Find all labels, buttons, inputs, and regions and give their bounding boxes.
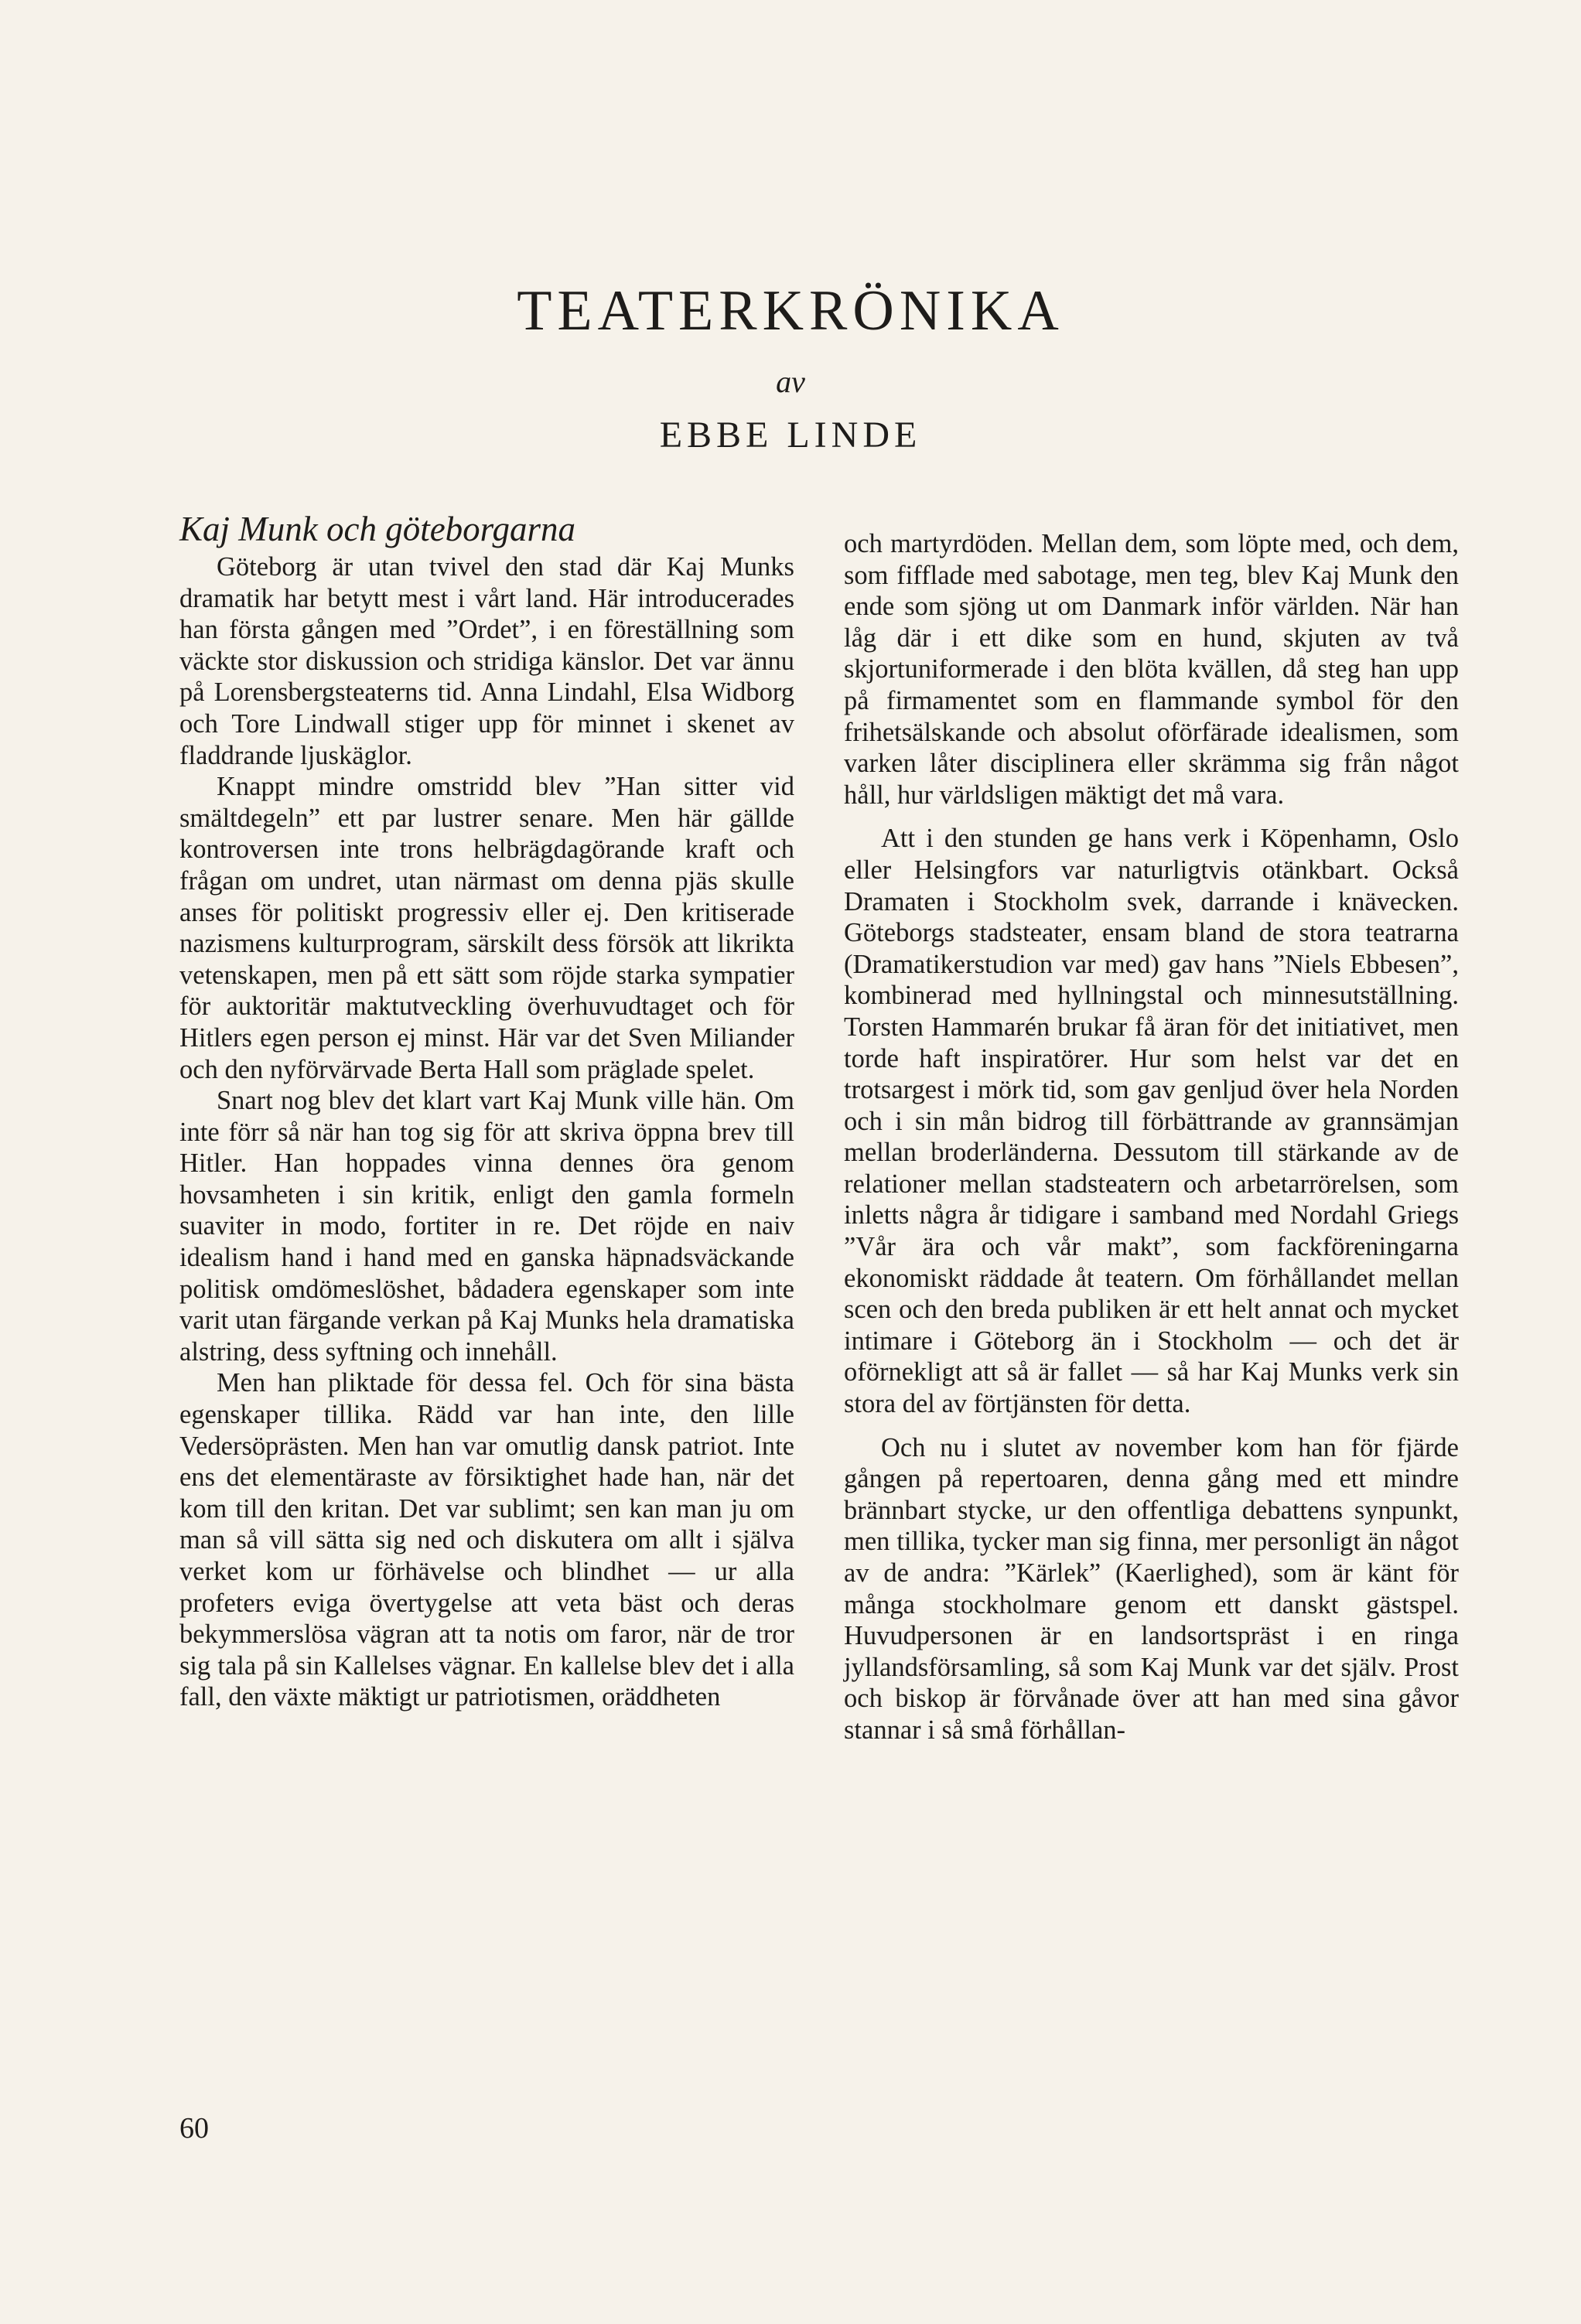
page-number: 60 bbox=[179, 2112, 209, 2145]
section-heading: Kaj Munk och göteborgarna bbox=[179, 510, 576, 548]
byline-prefix: av bbox=[776, 364, 805, 399]
paragraph: Att i den stunden ge hans verk i Köpenhamn, Oslo eller Helsingfors var naturligtvis otänkbart. Också Dramaten i Stockholm svek, darrande i knävecken. Göteborgs stadsteater, ensam bland de stora teatrarna (Dramatikerstudion var med) gav hans ”Niels Ebbesen”, kombinerad med hyllningstal och minnesutställning. Torsten Hammarén brukar få äran för det initiativet, men torde haft inspiratörer. Hur som helst var det en trotsargest i mörk tid, som gav genljud över hela Norden och i sin mån bidrog till förbättrande av grannsämjan mellan broderländerna. Dessutom till stärkande av de relationer mellan stadsteatern och arbetarrörelsen, som inletts några år tidigare i samband med Nordahl Griegs ”Vår ära och vår makt”, som fackföreningarna ekonomiskt räddade åt teatern. Om förhållandet mellan scen och den breda publiken är ett helt annat och mycket intimare i Göteborg än i Stockholm — och det är oförnekligt att så är fallet — så har Kaj Munks verk sin stora del av förtjänsten för detta. bbox=[844, 824, 1459, 1419]
paragraph: Göteborg är utan tvivel den stad där Kaj Munks dramatik har betytt mest i vårt land. Här introducerades han första gången med ”Ordet”, i en föreställning som väckte stor diskussion och stridiga känslor. Det var ännu på Lorensbergsteaterns tid. Anna Lindahl, Elsa Widborg och Tore Lindwall stiger upp för minnet i skenet av fladdrande ljuskäglor. bbox=[179, 552, 794, 770]
paragraph: Och nu i slutet av november kom han för fjärde gången på repertoaren, denna gång med ett mindre brännbart stycke, ur den offentliga debattens synpunkt, men tillika, tycker man sig finna, mer personligt än något av de andra: ”Kärlek” (Kaerlighed), som är känt för många stockholmare genom ett danskt gästspel. Huvudpersonen är en landsortspräst i en ringa jyllandsförsamling, så som Kaj Munk var det själv. Prost och biskop är förvånade över att han med sina gåvor stannar i så små förhållan- bbox=[844, 1432, 1459, 1745]
right-column bbox=[844, 528, 1459, 1746]
paragraph: och martyrdöden. Mellan dem, som löpte med, och dem, som fifflade med sabotage, men teg, blev Kaj Munk den ende som sjöng ut om Danmark inför världen. När han låg där i ett dike som en hund, skjuten av två skjortuniformerade i den blöta kvällen, då steg han upp på firmamentet som en flammande symbol för den frihetsälskande och absolut oförfärade idealismen, som varken låter disciplinera eller skrämma sig från något håll, hur världsligen mäktigt det må vara. bbox=[844, 529, 1459, 810]
paragraph: Knappt mindre omstridd blev ”Han sitter vid smältdegeln” ett par lustrer senare. Men här gällde kontroversen inte trons helbrägdagörande kraft och frågan om undret, utan närmast om denna pjäs skulle anses för politiskt progressiv eller ej. Den kritiserade nazismens kulturprogram, särskilt dess försök att likrikta vetenskapen, men på ett sätt som röjde starka sympatier för auktoritär maktutveckling överhuvudtaget och för Hitlers egen person ej minst. Här var det Sven Miliander och den nyförvärvade Berta Hall som präglade spelet. bbox=[179, 772, 794, 1084]
paragraph: Men han pliktade för dessa fel. Och för sina bästa egenskaper tillika. Rädd var han inte, den lille Vedersöprästen. Men han var omutlig dansk patriot. Inte ens det elementäraste av försiktighet hade han, när det kom till den kritan. Det var sublimt; sen kan man ju om man så vill sätta sig ned och diskutera om allt i själva verket kom ur förhävelse och blindhet — ur alla profeters eviga övertygelse att veta bäst och deras bekymmerslösa vägran att ta notis om faror, när de tror sig tala på sin Kallelses vägnar. En kallelse blev det i alla fall, den växte mäktigt ur patriotismen, oräddheten bbox=[179, 1368, 794, 1712]
author-name: EBBE LINDE bbox=[659, 415, 922, 456]
page-title: TEATERKRÖNIKA bbox=[517, 279, 1064, 343]
left-column bbox=[179, 510, 794, 1713]
paragraph: Snart nog blev det klart vart Kaj Munk ville hän. Om inte förr så när han tog sig för att skriva öppna brev till Hitler. Han hoppades vinna dennes öra genom hovsamheten i sin kritik, enligt den gamla formeln suaviter in modo, fortiter in re. Det röjde en naiv idealism hand i hand med en ganska häpnadsväckande politisk omdömeslöshet, bådadera egenskaper som inte varit utan färgande verkan på Kaj Munks hela dramatiska alstring, dess syftning och innehåll. bbox=[179, 1086, 794, 1367]
